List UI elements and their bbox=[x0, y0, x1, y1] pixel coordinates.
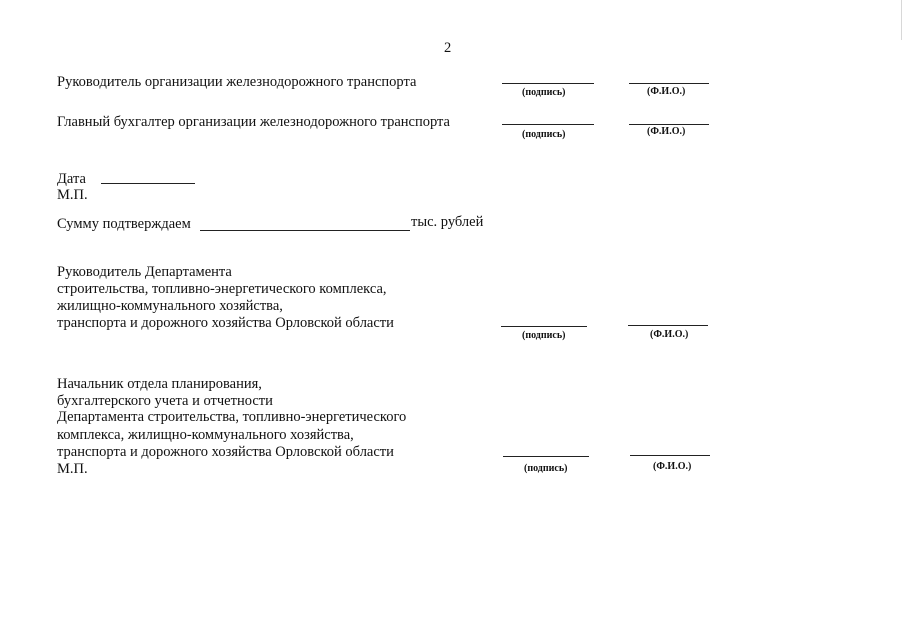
page-number: 2 bbox=[444, 40, 452, 56]
department-head-fio-caption: (Ф.И.О.) bbox=[650, 329, 689, 340]
page-edge bbox=[901, 0, 905, 40]
department-head-line-4: транспорта и дорожного хозяйства Орловской области bbox=[57, 315, 394, 331]
planning-head-signature-caption: (подпись) bbox=[524, 463, 568, 474]
department-head-line-1: Руководитель Департамента bbox=[57, 264, 232, 280]
planning-head-line-2: бухгалтерского учета и отчетности bbox=[57, 393, 273, 409]
sum-unit: тыс. рублей bbox=[411, 214, 484, 230]
railway-head-label: Руководитель организации железнодорожного транспорта bbox=[57, 74, 417, 90]
railway-head-signature-caption: (подпись) bbox=[522, 87, 566, 98]
date-line bbox=[101, 183, 195, 184]
planning-head-signature-line bbox=[503, 456, 589, 457]
railway-accountant-fio-caption: (Ф.И.О.) bbox=[647, 126, 686, 137]
planning-head-fio-caption: (Ф.И.О.) bbox=[653, 461, 692, 472]
planning-head-line-5: транспорта и дорожного хозяйства Орловской области bbox=[57, 444, 394, 460]
planning-head-line-4: комплекса, жилищно-коммунального хозяйства, bbox=[57, 427, 354, 443]
planning-head-fio-line bbox=[630, 455, 710, 456]
railway-head-fio-caption: (Ф.И.О.) bbox=[647, 86, 686, 97]
department-head-line-3: жилищно-коммунального хозяйства, bbox=[57, 298, 283, 314]
sum-label: Сумму подтверждаем bbox=[57, 216, 191, 232]
planning-head-line-3: Департамента строительства, топливно-энергетического bbox=[57, 409, 407, 425]
stamp-label: М.П. bbox=[57, 187, 88, 203]
railway-accountant-signature-line bbox=[502, 124, 594, 125]
department-head-signature-caption: (подпись) bbox=[522, 330, 566, 341]
planning-head-stamp: М.П. bbox=[57, 461, 88, 477]
railway-accountant-signature-caption: (подпись) bbox=[522, 129, 566, 140]
department-head-fio-line bbox=[628, 325, 708, 326]
railway-accountant-label: Главный бухгалтер организации железнодорожного транспорта bbox=[57, 114, 450, 130]
railway-head-fio-line bbox=[629, 83, 709, 84]
sum-line bbox=[200, 230, 410, 231]
department-head-line-2: строительства, топливно-энергетического комплекса, bbox=[57, 281, 387, 297]
railway-head-signature-line bbox=[502, 83, 594, 84]
department-head-signature-line bbox=[501, 326, 587, 327]
planning-head-line-1: Начальник отдела планирования, bbox=[57, 376, 262, 392]
railway-accountant-fio-line bbox=[629, 124, 709, 125]
date-label: Дата bbox=[57, 171, 86, 187]
